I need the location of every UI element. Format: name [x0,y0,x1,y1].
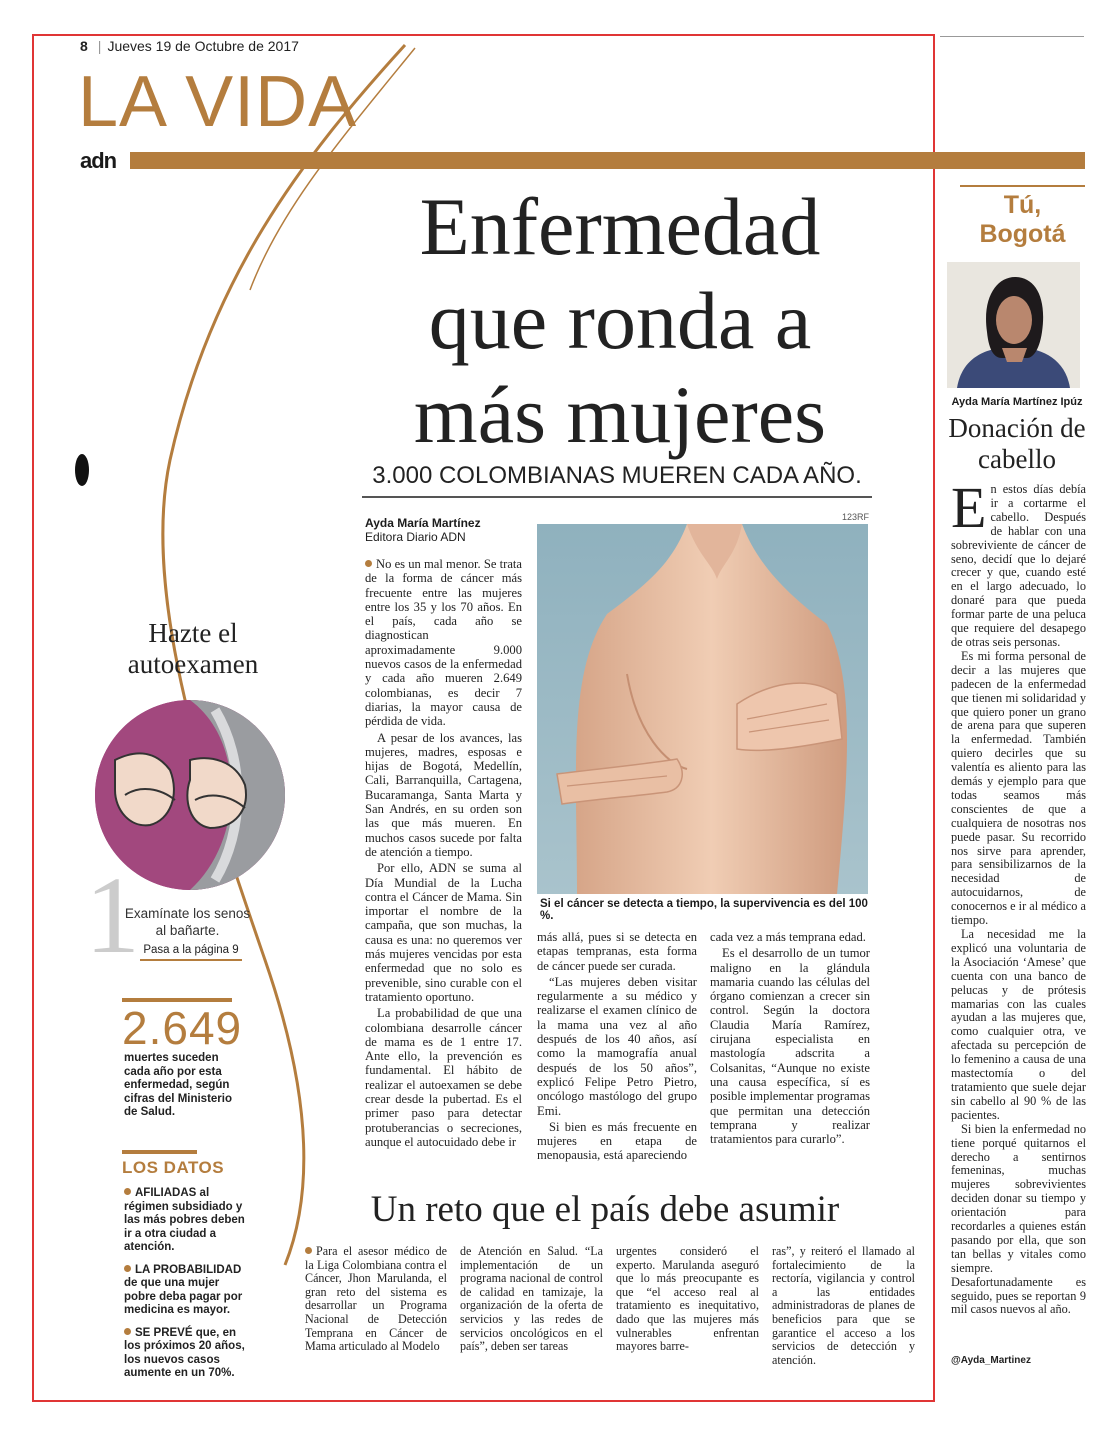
second-headline: Un reto que el país debe asumir [370,1189,840,1230]
page-header: 8 | Jueves 19 de Octubre de 2017 [80,38,299,54]
list-item-lead: AFILIADAS [135,1187,197,1199]
paragraph-text: n estos días debía ir a cortarme el cabello. Después de hablar con una sobreviviente de cáncer de seno, decidí que lo dejaré crecer y que, cuando esté en el largo adecuado, lo donaré para que pueda formar parte de una peluca que requiere del desapego de otras seis personas. [951,482,1086,649]
photo-caption: Si el cáncer se detecta a tiempo, la supervivencia es del 100 %. [540,898,868,922]
column-title: Donación de cabello [948,413,1086,474]
bullet-dot [124,1328,131,1335]
paragraph [365,557,522,729]
stat-number: 2.649 [122,1002,243,1054]
article-column-2 [537,930,697,1165]
top-rule [940,36,1084,37]
list-item-lead: SE PREVÉ [135,1326,193,1339]
datos-rule [122,1150,197,1154]
second-column-4 [772,1245,915,1367]
bullet-dot [124,1188,131,1195]
paragraph: Es el desarrollo de un tumor maligno en la glándula mamaria cuando las células del órgano comienzan a crecer sin control. Según la doctora Claudia María Ramírez, cirujana especialista en mastología adscrita a Colsanitas, “Aunque no existe una causa específica, sí es posible implementar programas que permitan una detección temprana y realizar tratamientos para curarlo”. [710,946,870,1147]
stat-text: muertes suceden cada año por esta enfermedad, según cifras del Ministerio de Salud. [124,1052,233,1118]
author-name: Ayda María Martínez [365,516,481,530]
column-body [951,475,1086,1317]
column-kicker-line: Tú, [1003,191,1042,219]
columnist-portrait [947,262,1080,388]
subheadline: 3.000 COLOMBIANAS MUEREN CADA AÑO. [362,462,872,498]
datos-title: LOS DATOS [122,1158,225,1177]
section-bar [130,152,1085,169]
brand-logo: adn [80,148,117,173]
list-item-text: al régimen subsidiado y las más pobres deben ir a otra ciudad a atención. [124,1187,245,1253]
bullet-dot [365,560,372,567]
list-item [124,1187,254,1255]
columnist-name: Ayda María Martínez Ipúz [951,396,1083,408]
bullet-dot [124,1265,131,1272]
column-kicker [960,185,1085,249]
bullet-dot [305,1247,312,1254]
paragraph: La probabilidad de que una colombiana desarrolle cáncer de mama es de 1 entre 17. Ante ello, la prevención es fundamental. El hábito de realizar el autoexamen se debe crear desde la pubertad. Es el primer paso para detectar protuberancias o secreciones, aunque el autocuidado debe ir [365,1006,522,1149]
paragraph [305,1245,447,1354]
list-item-text: de que una mujer pobre deba pagar por medicina es mayor. [124,1277,243,1316]
second-column-3 [616,1245,759,1354]
paragraph: más allá, pues si se detecta en etapas tempranas, esta forma de cáncer puede ser curada. [537,930,697,973]
datos-list [124,1187,254,1390]
paragraph: Por ello, ADN se suma al Día Mundial de la Lucha contra el Cáncer de Mama. Sin importar el nombre de la campaña, que son muchas, la causa es una: no queremos ver más mujeres vencidas por esta enfermedad que no solo es prevenible, sino curable con el tratamiento oportuno. [365,861,522,1004]
column-kicker-line: Bogotá [979,220,1066,248]
headline-line: Enfermedad [419,181,821,272]
paragraph: A pesar de los avances, las mujeres, madres, esposas e hijas de Bogotá, Medellín, Cali, Barranquilla, Cartagena, Bucaramanga, Santa Marta y San Andrés, en su orden son las que más mueren. En muchos casos sucede por falta de atención a tiempo. [365,730,522,859]
second-column-2 [460,1245,603,1354]
paragraph: cada vez a más temprana edad. [710,930,866,944]
paragraph: Si bien es más frecuente en mujeres en etapa de menopausia, está apareciendo [537,1119,697,1163]
paragraph: “Las mujeres deben visitar regularmente a su médico y realizarse el examen clínico de la mama una vez al año después de los 40 años, así como la mamografía anual después de los 50 años”, explicó Felipe Petro Pietro, oncólogo mastólogo del grupo Emi. [537,974,697,1118]
headline-line: que ronda a [428,275,812,366]
paragraph: de Atención en Salud. “La implementación de un programa nacional de control de calidad en tamizaje, la organización de la oferta de servicios y las redes de servicios oncológicos en el país”, deben ser tareas [460,1244,603,1354]
step-text: Examínate los senos al bañarte. [124,906,251,938]
article-column-3 [710,930,870,1148]
main-photo [537,524,868,894]
issue-date: Jueves 19 de Octubre de 2017 [107,38,299,54]
list-item-lead: LA PROBABILIDAD [135,1263,242,1276]
paragraph-text: No es un mal menor. Se trata de la forma de cáncer más frecuente entre las mujeres entre los 35 y los 70 años. En el país, cada año se diagnostican aproximadamente 9.000 nuevos casos de la enfermedad y cada año mueren 2.649 colombianas, es decir 7 diarias, la mayor causa de pérdida de vida. [365,557,522,729]
drop-cap: E [951,475,987,540]
paragraph [951,475,1086,650]
continue-link[interactable]: Pasa a la página 9 [140,944,242,961]
columnist-handle[interactable]: @Ayda_Martinez [951,1355,1031,1366]
paragraph: urgentes consideró el experto. Marulanda aseguró que lo más preocupante es que “el acceso real al tratamiento es inequitativo, dado que las mujeres más vulnerables enfrentan mayores barre- [616,1244,759,1354]
byline [365,516,481,544]
step-number: 1 [85,854,140,976]
paragraph-text: Para el asesor médico de la Liga Colombiana contra el Cáncer, Jhon Marulanda, el gran reto del sistema es desarrollar un Programa Nacional de Detección Temprana en Cáncer de Mama articulado al Modelo [305,1244,447,1354]
list-item [124,1264,254,1318]
sidebar-title: Hazte el autoexamen [127,618,259,679]
page-number: 8 [80,38,88,54]
article-column-1 [365,557,522,1151]
headline-line: más mujeres [413,369,827,460]
list-item [124,1327,254,1381]
paragraph: Es mi forma personal de decir a las mujeres que padecen de la enfermedad que tienen mi solidaridad y que quiero poner un grano de arena para que superen la enfermedad. También quiero decirles que su valentía es aliento para las demás y ejemplo para que todas seamos más conscientes de que a cualquiera de nosotras nos puede pasar. Su recorrido nos sirve para aprender, para sensibilizarnos de la necesidad de autocuidarnos, de conocernos e ir al médico a tiempo. [951,648,1086,928]
paragraph: La necesidad me la explicó una voluntaria de la Asociación ‘Amese’ que cuenta con una banco de pelucas y de prótesis mamarias con las cuales ayudan a las mujeres que, como cualquier otra, ve afectada su percepción de lo femenino a causa de una mastectomía o del tratamiento que suele dejar sin cabello al 90 % de las pacientes. [951,927,1086,1122]
list-item-text: que, en los próximos 20 años, los nuevos casos aumente en un 70%. [124,1326,245,1379]
author-role: Editora Diario ADN [365,530,466,544]
headline [360,180,880,462]
photo-credit: 123RF [842,512,870,522]
section-title: LA VIDA [78,62,358,142]
paragraph: ras”, y reiteró el llamado al fortalecimiento de la rectoría, vigilancia y control a las entidades administradoras de planes de beneficios para que se garantice el acceso a los servicios de detección y atención. [772,1244,915,1367]
paragraph: Si bien la enfermedad no tiene porqué quitarnos el derecho a sentirnos femeninas, muchas mujeres sobrevivientes deciden donar su tiempo y orientación para recordarles a quienes están pasando por ella, que son tan bellas y vitales como siempre. Desafortunadamente es seguido, pues se reportan 9 mil casos nuevos al año. [951,1121,1086,1317]
second-column-1 [305,1245,447,1354]
